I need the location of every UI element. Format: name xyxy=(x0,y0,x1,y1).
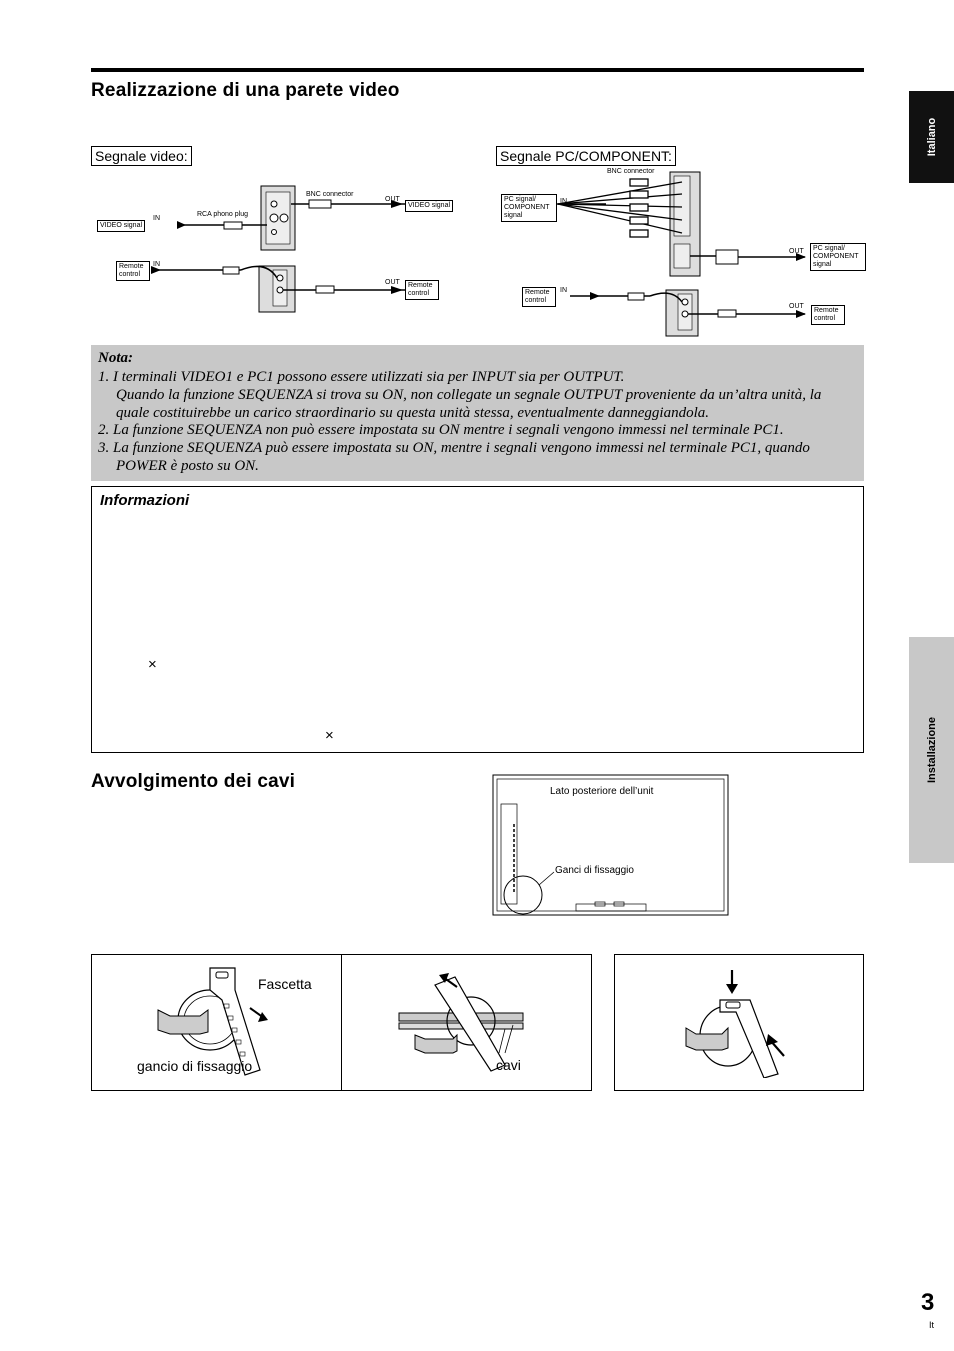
pc-remote-out-label: OUT xyxy=(789,303,804,310)
section-tab-label: Installazione xyxy=(925,716,938,784)
video-bnc-label: BNC connector xyxy=(306,191,354,198)
video-signal-label: Segnale video: xyxy=(91,146,192,166)
video-remote-in-tag: Remote control xyxy=(116,261,150,281)
steps-divider xyxy=(341,954,342,1091)
pc-in-signal-tag: PC signal/ COMPONENT signal xyxy=(501,194,557,222)
pc-out-label: OUT xyxy=(789,248,804,255)
pc-out-signal-tag: PC signal/ COMPONENT signal xyxy=(810,243,866,271)
step3-illustration xyxy=(680,966,800,1078)
page-number: 3 xyxy=(921,1289,935,1316)
video-remote-out-tag: Remote control xyxy=(405,280,439,300)
info-times-2: × xyxy=(325,727,334,744)
rear-unit-label: Lato posteriore dell’unit xyxy=(550,786,654,797)
video-in-label: IN xyxy=(153,215,160,222)
language-tab-label: Italiano xyxy=(925,117,938,157)
video-remote-in-label: IN xyxy=(153,261,160,268)
section-title-cable-wrap: Avvolgimento dei cavi xyxy=(91,771,296,792)
info-title: Informazioni xyxy=(100,492,190,509)
pc-signal-label: Segnale PC/COMPONENT: xyxy=(496,146,676,166)
note-title: Nota: xyxy=(98,350,133,366)
note-3a: 3. La funzione SEQUENZA può essere impostata su ON, mentre i segnali vengono immessi nel terminale PC1, quando xyxy=(98,440,810,456)
video-rca-label: RCA phono plug xyxy=(197,211,248,218)
video-remote-out-label: OUT xyxy=(385,279,400,286)
note-box xyxy=(91,345,864,481)
top-rule xyxy=(91,68,864,72)
section-tab xyxy=(909,637,954,863)
pc-remote-in-label: IN xyxy=(560,287,567,294)
pc-in-label: IN xyxy=(560,198,567,205)
note-1b: Quando la funzione SEQUENZA si trova su ON, non collegate un segnale OUTPUT proveniente da un’altra unità, la quale costituirebbe un carico straordinario su questa unità stessa, eventualmente danneggiandola. xyxy=(116,387,822,421)
note-3b: POWER è posto su ON. xyxy=(116,458,259,474)
section-title-video-wall: Realizzazione di una parete video xyxy=(91,80,400,101)
fascetta-label: Fascetta xyxy=(258,976,312,992)
video-out-label: OUT xyxy=(385,196,400,203)
video-in-signal-tag: VIDEO signal xyxy=(97,220,145,232)
page-language: It xyxy=(929,1320,935,1330)
gancio-label: gancio di fissaggio xyxy=(137,1058,253,1074)
video-out-signal-tag: VIDEO signal xyxy=(405,200,453,212)
cavi-label: cavi xyxy=(496,1057,521,1073)
info-times-1: × xyxy=(148,656,157,673)
pc-remote-out-tag: Remote control xyxy=(811,305,845,325)
pc-bnc-label: BNC connector xyxy=(607,168,655,175)
hooks-label: Ganci di fissaggio xyxy=(555,865,634,876)
pc-remote-in-tag: Remote control xyxy=(522,287,556,307)
note-2: 2. La funzione SEQUENZA non può essere impostata su ON mentre i segnali vengono immessi nel terminale PC1. xyxy=(98,422,784,438)
language-tab xyxy=(909,91,954,183)
note-1a: 1. I terminali VIDEO1 e PC1 possono essere utilizzati sia per INPUT sia per OUTPUT. xyxy=(98,369,625,385)
info-box xyxy=(91,486,864,753)
